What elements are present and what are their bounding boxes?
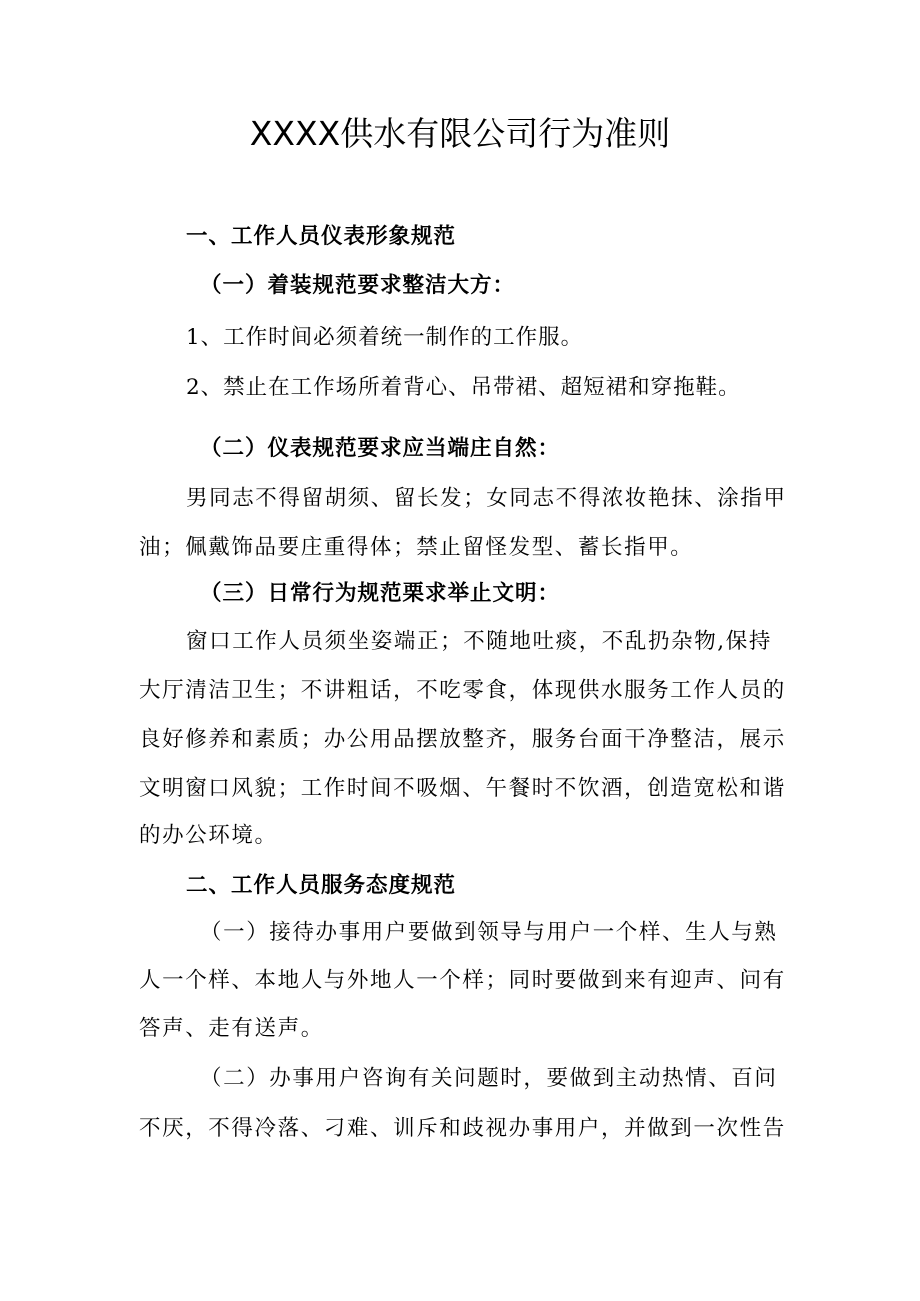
section-1-heading: 一、工作人员仪表形象规范 [186,224,457,249]
section-2-para-1-line-3: 答声、走有送声。 [139,1016,324,1041]
section-2-para-1-line-2: 人一个样、本地人与外地人一个样；同时要做到来有迎声、问有 [139,968,786,993]
section-2-heading: 二、工作人员服务态度规范 [186,873,457,898]
section-1-sub-1-heading: （一）着装规范要求整洁大方： [200,273,516,298]
document-title: XXXX供水有限公司行为准则 [249,114,671,153]
section-1-sub-3-line-2: 大厅清洁卫生；不讲粗话，不吃零食，体现供水服务工作人员的 [139,678,786,703]
section-1-sub-3-line-4: 文明窗口风貌；工作时间不吸烟、午餐时不饮酒，创造宽松和谐 [139,776,786,801]
section-1-sub-2-line-2: 油；佩戴饰品要庄重得体；禁止留怪发型、蓄长指甲。 [139,535,694,560]
section-2-para-2-line-2: 不厌，不得冷落、刁难、训斥和歧视办事用户，并做到一次性告 [139,1116,786,1141]
section-1-sub-3-line-5: 的办公环境。 [139,823,278,848]
section-1-sub-3-line-3: 良好修养和素质；办公用品摆放整齐，服务台面干净整洁，展示 [139,727,786,752]
section-1-sub-3-line-1: 窗口工作人员须坐姿端正；不随地吐痰，不乱扔杂物,保持 [186,629,772,654]
section-1-sub-1-item-1: 1、工作时间必须着统一制作的工作服。 [186,325,584,350]
section-1-sub-3-heading: （三）日常行为规范栗求举止文明： [200,581,561,606]
section-1-sub-1-item-2: 2、禁止在工作场所着背心、吊带裙、超短裙和穿拖鞋。 [186,375,741,400]
section-2-para-1-line-1: （一）接待办事用户要做到领导与用户一个样、生人与熟 [200,920,778,945]
section-2-para-2-line-1: （二）办事用户咨询有关问题时，要做到主动热情、百问 [200,1066,778,1091]
section-1-sub-2-heading: （二）仪表规范要求应当端庄自然： [200,436,561,461]
section-1-sub-2-line-1: 男同志不得留胡须、留长发；女同志不得浓妆艳抹、涂指甲 [186,486,787,511]
